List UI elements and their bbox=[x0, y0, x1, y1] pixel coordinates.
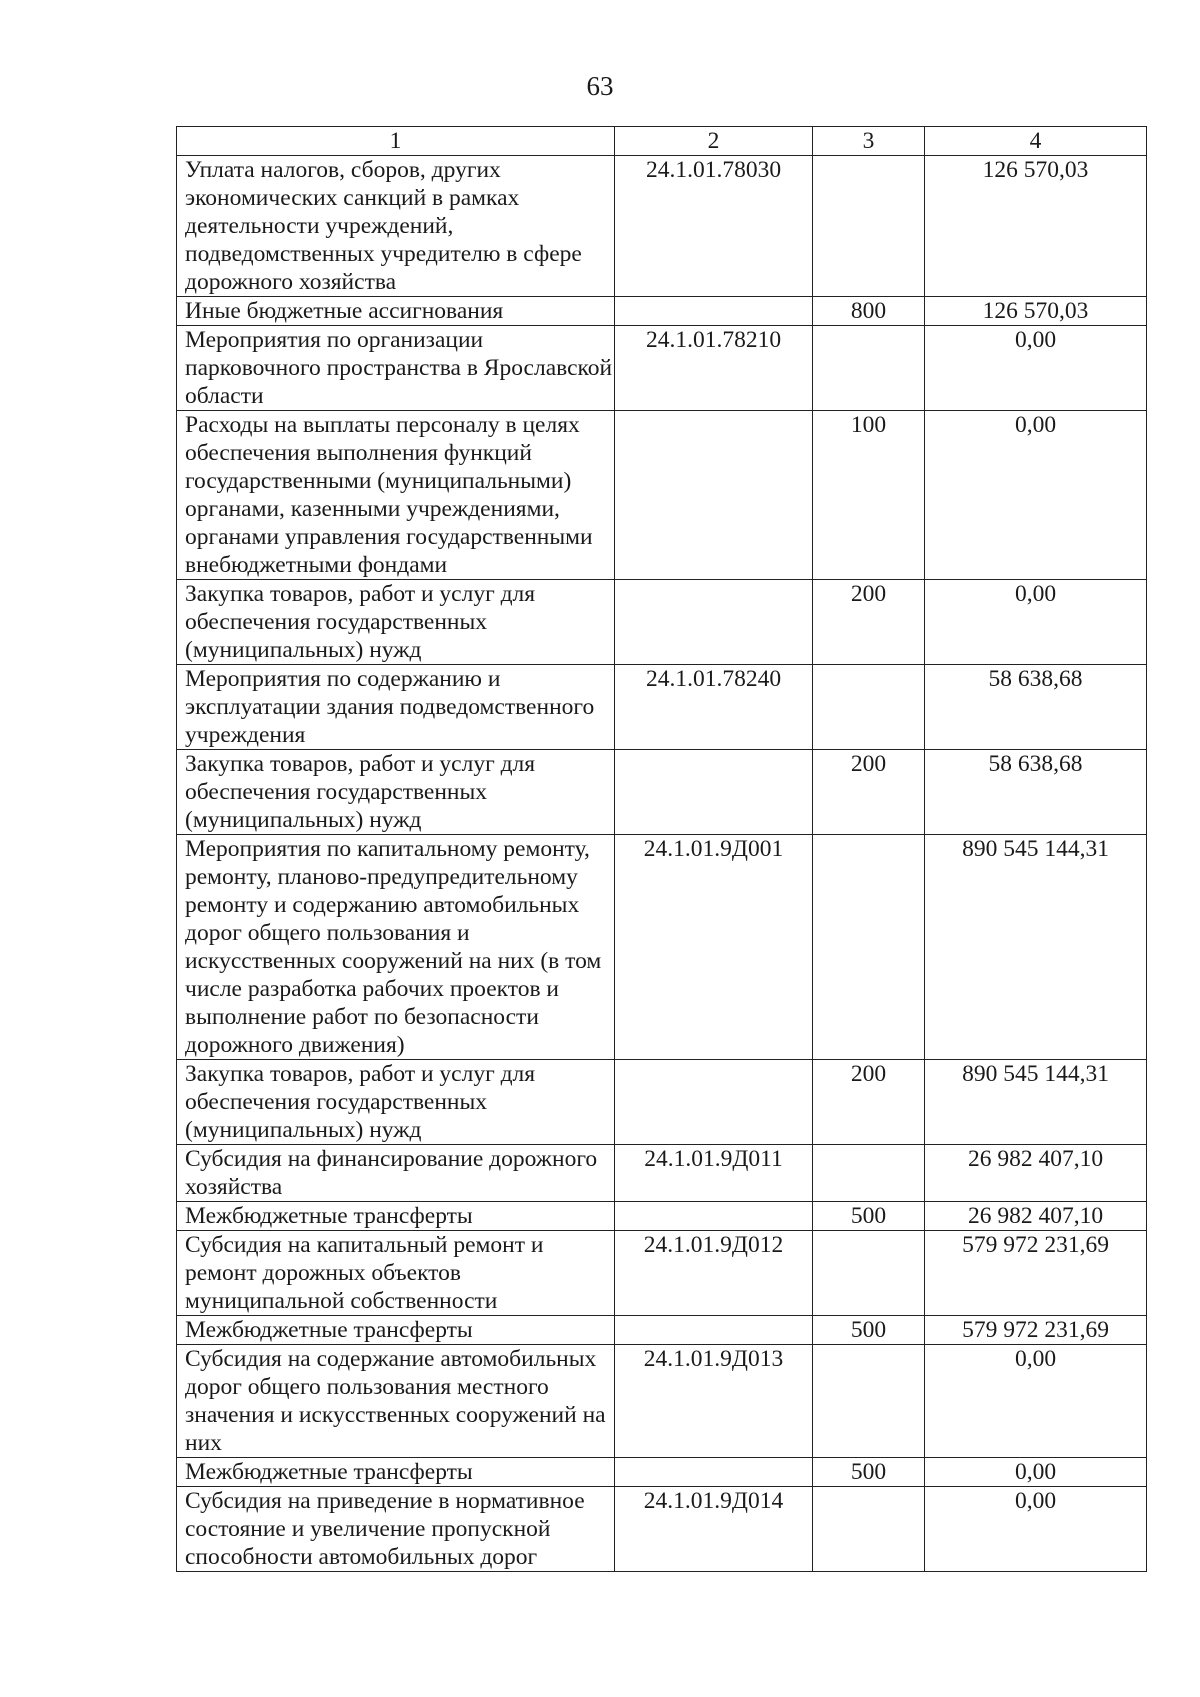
row-name: Уплата налогов, сборов, других экономических санкций в рамках деятельности учреждений, подведомственных учредителю в сфере дорожного хозяйства bbox=[177, 156, 615, 297]
row-name: Расходы на выплаты персоналу в целях обеспечения выполнения функций государственными (муниципальными) органами, казенными учреждениями, органами управления государственными внебюджетными фондами bbox=[177, 411, 615, 580]
header-col-3: 3 bbox=[813, 127, 925, 156]
row-type bbox=[813, 665, 925, 750]
row-type: 500 bbox=[813, 1458, 925, 1487]
row-name: Межбюджетные трансферты bbox=[177, 1316, 615, 1345]
table-row bbox=[177, 1487, 1147, 1572]
row-code bbox=[615, 1316, 813, 1345]
row-type: 500 bbox=[813, 1316, 925, 1345]
row-amount: 0,00 bbox=[925, 1345, 1147, 1458]
table-row bbox=[177, 750, 1147, 835]
row-name: Межбюджетные трансферты bbox=[177, 1458, 615, 1487]
row-type bbox=[813, 1231, 925, 1316]
row-amount: 126 570,03 bbox=[925, 156, 1147, 297]
row-code bbox=[615, 750, 813, 835]
row-name: Субсидия на капитальный ремонт и ремонт дорожных объектов муниципальной собственности bbox=[177, 1231, 615, 1316]
row-amount: 579 972 231,69 bbox=[925, 1316, 1147, 1345]
row-code bbox=[615, 1202, 813, 1231]
row-amount: 26 982 407,10 bbox=[925, 1145, 1147, 1202]
row-code: 24.1.01.9Д001 bbox=[615, 835, 813, 1060]
table-row bbox=[177, 835, 1147, 1060]
row-name: Закупка товаров, работ и услуг для обеспечения государственных (муниципальных) нужд bbox=[177, 580, 615, 665]
header-col-2: 2 bbox=[615, 127, 813, 156]
row-code: 24.1.01.9Д011 bbox=[615, 1145, 813, 1202]
row-type bbox=[813, 1145, 925, 1202]
row-code bbox=[615, 1458, 813, 1487]
row-name: Мероприятия по капитальному ремонту, ремонту, планово-предупредительному ремонту и содержанию автомобильных дорог общего пользования и искусственных сооружений на них (в том числе разработка рабочих проектов и выполнение работ по безопасности дорожного движения) bbox=[177, 835, 615, 1060]
row-name: Субсидия на приведение в нормативное состояние и увеличение пропускной способности автомобильных дорог bbox=[177, 1487, 615, 1572]
table-row bbox=[177, 297, 1147, 326]
table-row bbox=[177, 156, 1147, 297]
row-amount: 0,00 bbox=[925, 580, 1147, 665]
row-code: 24.1.01.78030 bbox=[615, 156, 813, 297]
row-code bbox=[615, 411, 813, 580]
row-type: 500 bbox=[813, 1202, 925, 1231]
row-type bbox=[813, 1487, 925, 1572]
row-name: Мероприятия по содержанию и эксплуатации здания подведомственного учреждения bbox=[177, 665, 615, 750]
table-row bbox=[177, 326, 1147, 411]
table-row bbox=[177, 1145, 1147, 1202]
row-code bbox=[615, 1060, 813, 1145]
row-code: 24.1.01.9Д014 bbox=[615, 1487, 813, 1572]
row-type bbox=[813, 1345, 925, 1458]
row-type: 200 bbox=[813, 750, 925, 835]
table-row bbox=[177, 1458, 1147, 1487]
row-name: Закупка товаров, работ и услуг для обеспечения государственных (муниципальных) нужд bbox=[177, 1060, 615, 1145]
row-name: Межбюджетные трансферты bbox=[177, 1202, 615, 1231]
header-col-1: 1 bbox=[177, 127, 615, 156]
row-amount: 890 545 144,31 bbox=[925, 835, 1147, 1060]
table-row bbox=[177, 1202, 1147, 1231]
row-type bbox=[813, 835, 925, 1060]
table-row bbox=[177, 1316, 1147, 1345]
table-row bbox=[177, 1060, 1147, 1145]
row-name: Субсидия на содержание автомобильных дорог общего пользования местного значения и искусственных сооружений на них bbox=[177, 1345, 615, 1458]
row-amount: 58 638,68 bbox=[925, 750, 1147, 835]
row-amount: 0,00 bbox=[925, 1458, 1147, 1487]
row-amount: 890 545 144,31 bbox=[925, 1060, 1147, 1145]
table-row bbox=[177, 580, 1147, 665]
row-amount: 0,00 bbox=[925, 326, 1147, 411]
row-name: Закупка товаров, работ и услуг для обеспечения государственных (муниципальных) нужд bbox=[177, 750, 615, 835]
row-name: Иные бюджетные ассигнования bbox=[177, 297, 615, 326]
row-amount: 58 638,68 bbox=[925, 665, 1147, 750]
row-type: 200 bbox=[813, 1060, 925, 1145]
row-type bbox=[813, 156, 925, 297]
row-type: 200 bbox=[813, 580, 925, 665]
row-name: Субсидия на финансирование дорожного хозяйства bbox=[177, 1145, 615, 1202]
row-code: 24.1.01.78210 bbox=[615, 326, 813, 411]
row-code: 24.1.01.78240 bbox=[615, 665, 813, 750]
budget-table bbox=[176, 126, 1147, 1572]
row-type: 100 bbox=[813, 411, 925, 580]
row-amount: 126 570,03 bbox=[925, 297, 1147, 326]
row-type: 800 bbox=[813, 297, 925, 326]
row-code: 24.1.01.9Д013 bbox=[615, 1345, 813, 1458]
row-type bbox=[813, 326, 925, 411]
row-amount: 579 972 231,69 bbox=[925, 1231, 1147, 1316]
row-code bbox=[615, 297, 813, 326]
row-code bbox=[615, 580, 813, 665]
row-amount: 0,00 bbox=[925, 1487, 1147, 1572]
header-col-4: 4 bbox=[925, 127, 1147, 156]
table-header-row bbox=[177, 127, 1147, 156]
row-code: 24.1.01.9Д012 bbox=[615, 1231, 813, 1316]
page-number: 63 bbox=[586, 71, 614, 101]
table-row bbox=[177, 665, 1147, 750]
row-amount: 26 982 407,10 bbox=[925, 1202, 1147, 1231]
row-amount: 0,00 bbox=[925, 411, 1147, 580]
row-name: Мероприятия по организации парковочного пространства в Ярославской области bbox=[177, 326, 615, 411]
table-row bbox=[177, 1231, 1147, 1316]
table-row bbox=[177, 1345, 1147, 1458]
table-row bbox=[177, 411, 1147, 580]
